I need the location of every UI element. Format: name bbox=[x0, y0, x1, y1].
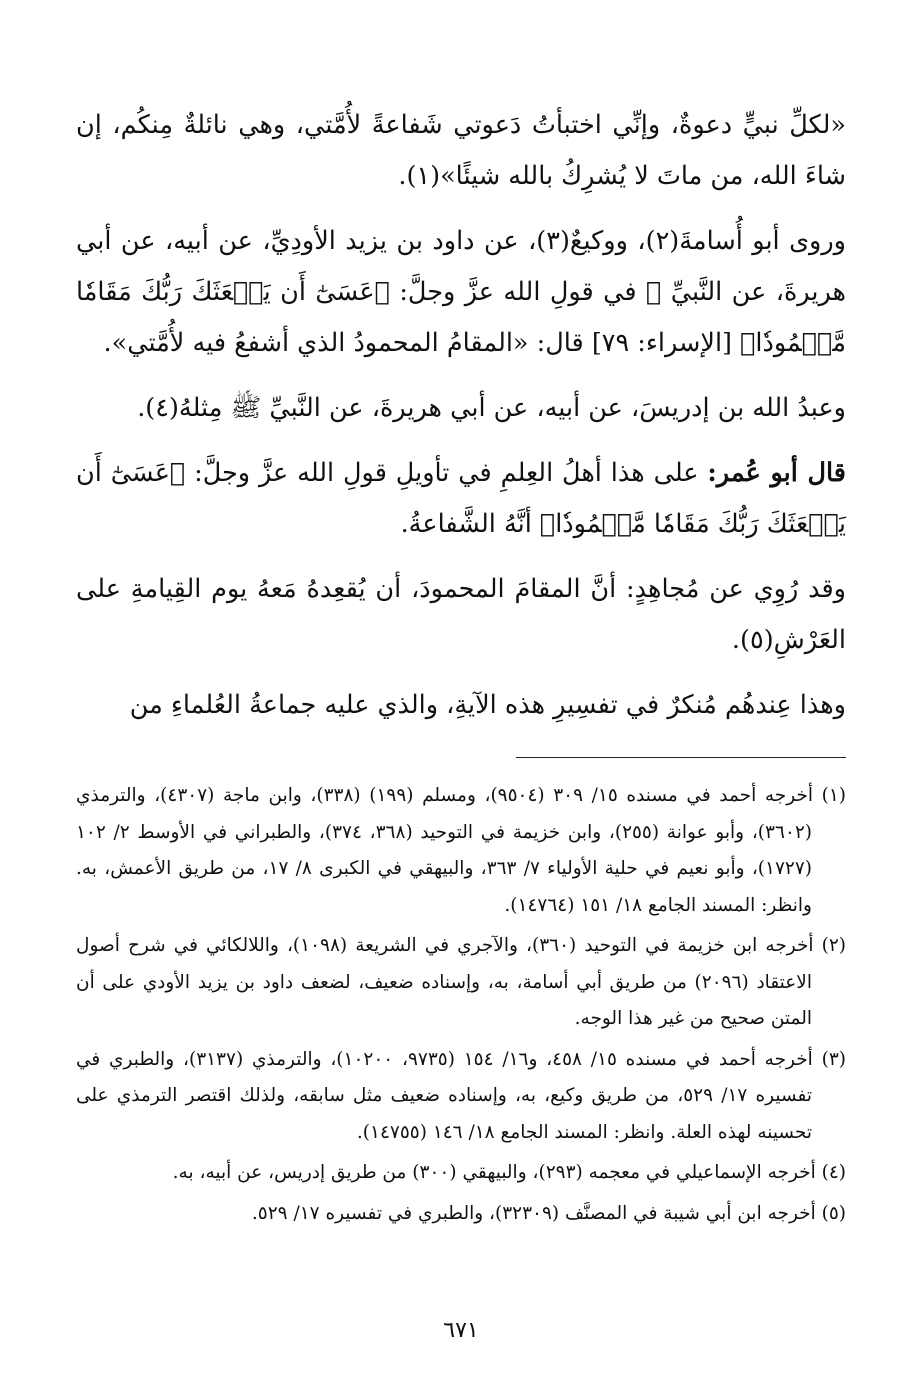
paragraph-continuation: وهذا عِندهُم مُنكرٌ في تفسِيرِ هذه الآيةِ، والذي عليه جماعةُ العُلماءِ من bbox=[129, 690, 846, 720]
paragraph-mujahid: وقد رُوِي عن مُجاهِدٍ: أنَّ المقامَ المحمودَ، أن يُقعِدهُ مَعهُ يوم القِيامةِ على العَرْشِ(٥). bbox=[76, 574, 846, 655]
footnote-4: (٤) أخرجه الإسماعيلي في معجمه (٢٩٣)، والبيهقي (٣٠٠) من طريق إدريس، عن أبيه، به. bbox=[172, 1162, 846, 1183]
paragraph-abu-umar bbox=[76, 448, 846, 550]
main-text bbox=[76, 100, 846, 745]
page-number: ٦٧١ bbox=[443, 1318, 479, 1343]
paragraph-hadith: «لكلِّ نبيٍّ دعوةٌ، وإنِّي اختبأتُ دَعوتي شَفاعةً لأُمَّتي، وهي نائلةٌ مِنكُم، إن شاءَ الله، من ماتَ لا يُشرِكُ بالله شيئًا»(١). bbox=[76, 110, 846, 191]
paragraph-abdullah-ibn-idris: وعبدُ الله بن إدريسَ، عن أبيه، عن أبي هريرةَ، عن النَّبيِّ ﷺ مِثلهُ(٤). bbox=[137, 393, 846, 423]
footnote-1: (١) أخرجه أحمد في مسنده ١٥/ ٣٠٩ (٩٥٠٤)، ومسلم (١٩٩) (٣٣٨)، وابن ماجة (٤٣٠٧)، والترمذي (٣٦٠٢)، وأبو عوانة (٢٥٥)، وابن خزيمة في التوحيد (٣٦٨، ٣٧٤)، والطبراني في الأوسط ٢/ ١٠٢ (١٧٢٧)، وأبو نعيم في حلية الأولياء ٧/ ٣٦٣، والبيهقي في الكبرى ٨/ ١٧، من طريق الأعمش، به. وانظر: المسند الجامع ١٨/ ١٥١ (١٤٧٦٤). bbox=[76, 785, 846, 916]
footnote-5: (٥) أخرجه ابن أبي شيبة في المصنَّف (٣٢٣٠٩)، والطبري في تفسيره ١٧/ ٥٢٩. bbox=[251, 1202, 846, 1224]
footnote-3: (٣) أخرجه أحمد في مسنده ١٥/ ٤٥٨، و١٦/ ١٥٤ (٩٧٣٥، ١٠٢٠٠)، والترمذي (٣١٣٧)، والطبري في تفسيره ١٧/ ٥٢٩، من طريق وكيع، به، وإسناده ضعيف مثل سابقه، ولذلك اقتصر الترمذي على تحسينه لهذه العلة. وانظر: المسند الجامع ١٨/ ١٤٦ (١٤٧٥٥). bbox=[76, 1048, 846, 1143]
footnote-2: (٢) أخرجه ابن خزيمة في التوحيد (٣٦٠)، والآجري في الشريعة (١٠٩٨)، واللالكائي في شرح أصول الاعتقاد (٢٠٩٦) من طريق أبي أسامة، به، وإسناده ضعيف، لضعف داود بن يزيد الأودي على أن المتن صحيح من غير هذا الوجه. bbox=[76, 935, 847, 1029]
footnote-divider bbox=[516, 757, 846, 758]
abu-umar-text: على هذا أهلُ العِلمِ في تأويلِ قولِ الله عزَّ وجلَّ: ﴿عَسَىٰٓ أَن يَبۡعَثَكَ رَبُّكَ مَقَامٗا مَّحۡمُودٗا﴾ أنَّهُ الشَّفاعةُ. bbox=[76, 458, 846, 539]
paragraph-abu-usama: وروى أبو أُسامةَ(٢)، ووكيعٌ(٣)، عن داود بن يزيد الأودِيِّ، عن أبيه، عن أبي هريرةَ، عن النَّبيِّ ﷺ في قولِ الله عزَّ وجلَّ: ﴿عَسَىٰٓ أَن يَبۡعَثَكَ رَبُّكَ مَقَامٗا مَّحۡمُودٗا﴾ [الإسراء: ٧٩] قال: «المقامُ المحمودُ الذي أشفعُ فيه لأُمَّتي». bbox=[76, 226, 846, 358]
footnotes bbox=[76, 778, 846, 1236]
abu-umar-heading: قال أبو عُمر: bbox=[707, 458, 846, 488]
